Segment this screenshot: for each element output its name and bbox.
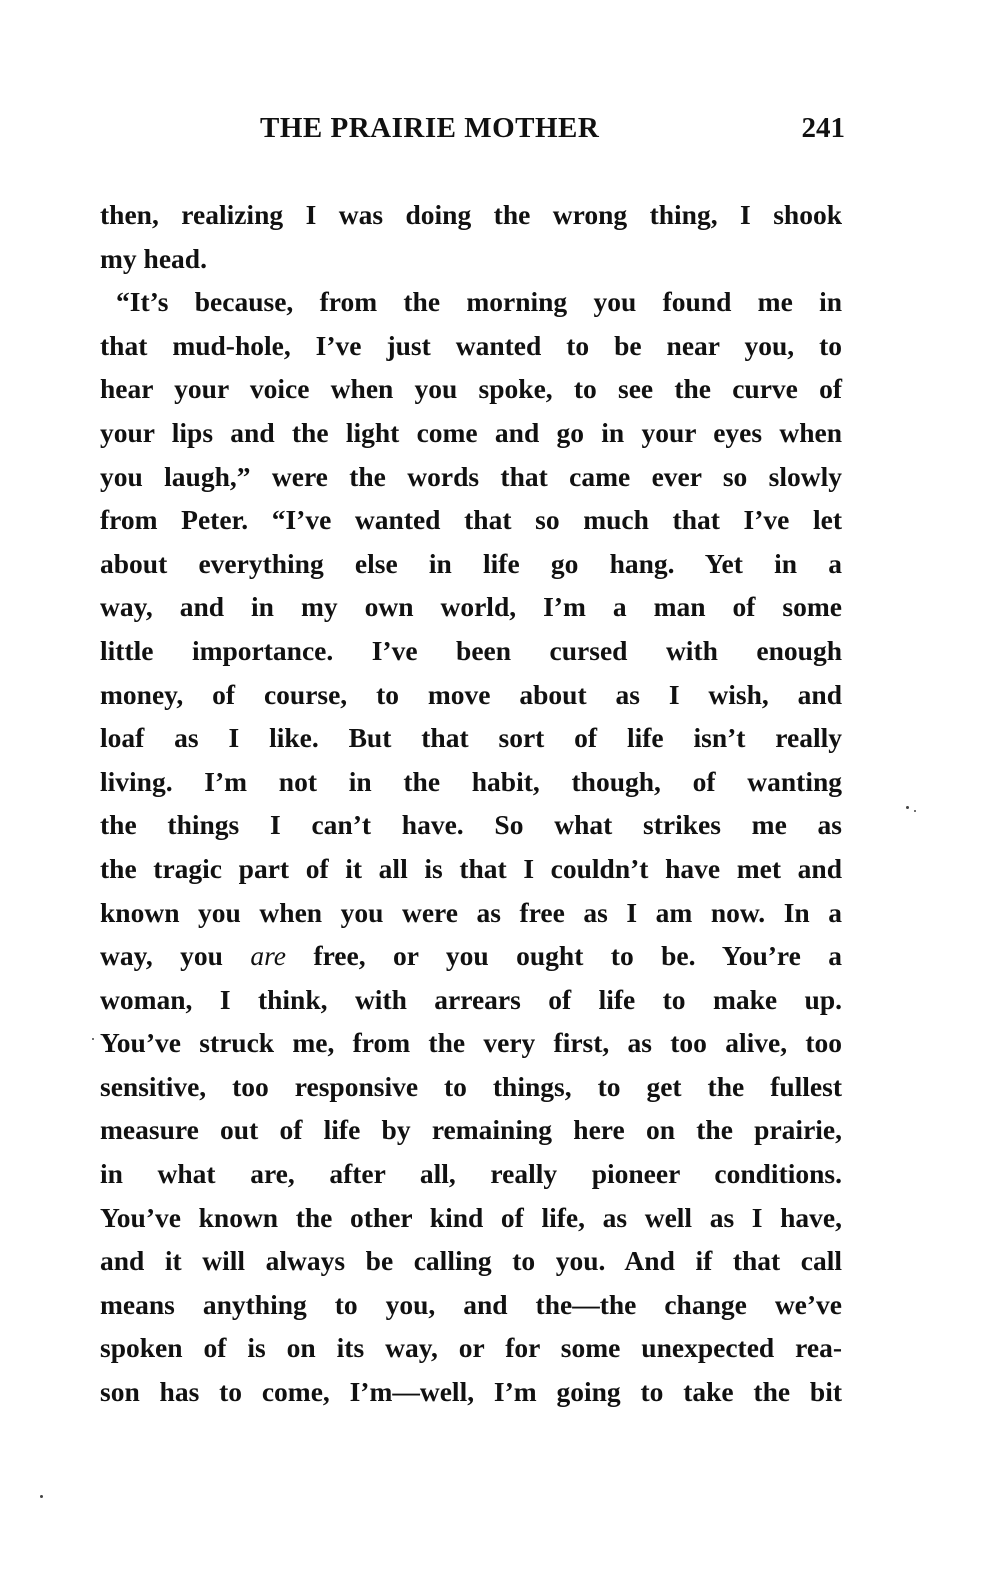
text-line: sensitive, too responsive to things, to get the fullest — [100, 1070, 842, 1102]
text-line: “It’s because, from the morning you found me in — [116, 286, 842, 318]
text-line: woman, I think, with arrears of life to make up. — [100, 983, 842, 1015]
text-line: way, and in my own world, I’m a man of some — [100, 591, 842, 623]
text-line: known you when you were as free as I am now. In a — [100, 896, 842, 928]
text-segment: way, you — [100, 940, 251, 972]
running-title: THE PRAIRIE MOTHER — [260, 112, 600, 144]
text-line: that mud-hole, I’ve just wanted to be near you, to — [100, 329, 842, 361]
text-line: in what are, after all, really pioneer conditions. — [100, 1158, 842, 1190]
text-line: spoken of is on its way, or for some unexpected rea- — [100, 1332, 842, 1364]
text-line: You’ve known the other kind of life, as well as I have, — [100, 1201, 842, 1233]
text-line: You’ve struck me, from the very first, as too alive, too — [100, 1027, 842, 1059]
page-number: 241 — [801, 112, 845, 144]
body-text — [100, 193, 842, 1414]
text-line: little importance. I’ve been cursed with enough — [100, 634, 842, 666]
text-line: and it will always be calling to you. And if that call — [100, 1245, 842, 1277]
running-head — [100, 112, 845, 156]
text-line: your lips and the light come and go in your eyes when — [100, 416, 842, 448]
text-line: from Peter. “I’ve wanted that so much that I’ve let — [100, 504, 842, 536]
text-line: my head. — [100, 242, 207, 274]
text-line: loaf as I like. But that sort of life isn’t really — [100, 722, 842, 754]
text-line: then, realizing I was doing the wrong thing, I shook — [100, 199, 842, 230]
text-line: measure out of life by remaining here on the prairie, — [100, 1114, 842, 1146]
scan-speck — [914, 810, 916, 812]
scan-speck — [92, 1038, 94, 1040]
text-line: the tragic part of it all is that I couldn’t have met and — [100, 852, 842, 884]
text-line: you laugh,” were the words that came ever so slowly — [100, 460, 842, 492]
text-line: means anything to you, and the—the change we’ve — [100, 1288, 842, 1320]
text-line: about everything else in life go hang. Yet in a — [100, 547, 842, 579]
scan-speck — [906, 806, 909, 809]
text-line: son has to come, I’m—well, I’m going to take the bit — [100, 1376, 842, 1408]
text-line: money, of course, to move about as I wish, and — [100, 678, 842, 710]
text-line: the things I can’t have. So what strikes me as — [100, 809, 842, 841]
italic-word: are — [250, 940, 287, 972]
text-line — [100, 934, 842, 978]
text-segment: free, or you ought to be. You’re a — [286, 940, 843, 972]
scan-speck — [40, 1495, 43, 1498]
text-line: hear your voice when you spoke, to see the curve of — [100, 373, 842, 405]
text-line: living. I’m not in the habit, though, of wanting — [100, 765, 842, 797]
